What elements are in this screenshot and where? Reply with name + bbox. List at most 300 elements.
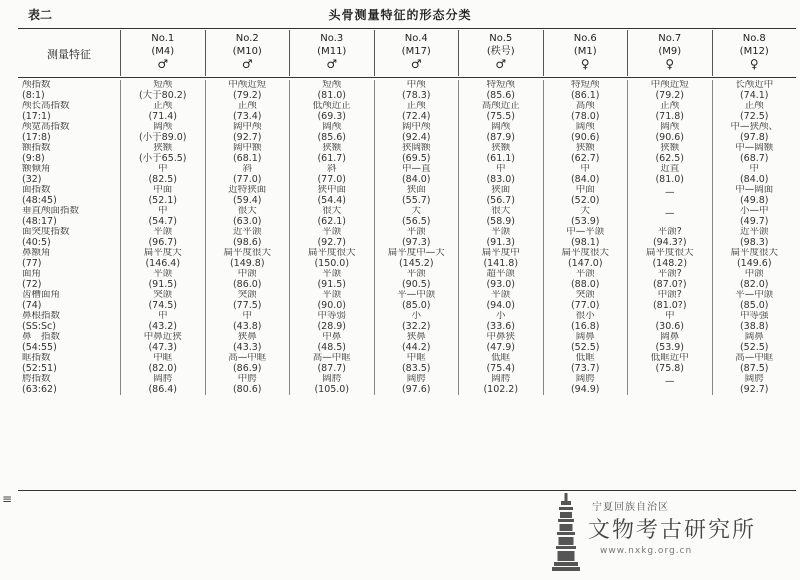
header-id: (M17)	[401, 46, 431, 57]
value-text: (98.6)	[232, 236, 262, 248]
value-text: (47.3)	[148, 341, 178, 353]
value-text: (92.7)	[739, 383, 769, 395]
value-cell	[289, 101, 374, 122]
value-text: (75.5)	[486, 110, 516, 122]
header-column-6	[543, 30, 628, 76]
value-cell	[627, 248, 712, 269]
value-text: (90.6)	[655, 131, 685, 143]
value-cell	[289, 227, 374, 248]
value-text: (79.2)	[232, 89, 262, 101]
value-cell	[289, 185, 374, 206]
category-text: 狭额	[322, 143, 342, 153]
value-text: (97.6)	[401, 383, 431, 395]
category-text: 阔腭	[322, 374, 342, 384]
value-cell	[289, 164, 374, 185]
category-text: 阔鼻	[575, 332, 595, 342]
category-text: 扁平度大	[143, 248, 182, 258]
category-text: 中鼻狭	[486, 332, 515, 342]
category-text: 小	[411, 311, 421, 321]
feature-code: (40:5)	[22, 236, 51, 248]
table-row	[18, 332, 796, 353]
value-cell	[543, 290, 628, 311]
value-cell	[543, 374, 628, 395]
category-text: 中	[157, 311, 168, 321]
value-text: (146.4)	[145, 257, 181, 269]
header-id: (M11)	[317, 46, 347, 57]
value-text: (75.4)	[486, 362, 516, 374]
category-text: 中	[157, 206, 168, 216]
category-text: 中	[242, 311, 252, 321]
category-text: 突颌	[575, 290, 595, 300]
value-cell	[627, 206, 712, 227]
value-cell	[374, 269, 459, 290]
value-text: (38.8)	[739, 320, 769, 332]
header-id: (M10)	[232, 46, 262, 57]
category-text: 高颅近正	[481, 101, 520, 111]
value-text: (148.2)	[652, 257, 688, 269]
side-mark: ≡	[2, 492, 13, 506]
category-text: 平颌?	[657, 269, 682, 279]
value-text: (149.8)	[229, 257, 265, 269]
value-cell	[712, 311, 797, 332]
feature-cell	[18, 206, 120, 227]
feature-cell	[18, 101, 120, 122]
category-text: 斜	[326, 164, 337, 174]
value-text: (73.7)	[570, 362, 600, 374]
value-cell	[627, 185, 712, 206]
feature-name: 颅长高指数	[22, 101, 70, 111]
value-cell	[543, 185, 628, 206]
value-cell	[205, 290, 290, 311]
value-text: (85.6)	[317, 131, 347, 143]
header-no: No.7	[658, 33, 682, 44]
category-text: 中颅近短	[650, 80, 689, 90]
category-text: 低眶	[491, 353, 511, 363]
value-text: (92.4)	[401, 131, 431, 143]
watermark	[548, 493, 778, 573]
value-text: (52.0)	[570, 194, 600, 206]
category-text: 平颌	[406, 227, 426, 237]
value-text: (77.0)	[232, 173, 262, 185]
value-text: (74.1)	[739, 89, 769, 101]
feature-name: 额倾角	[22, 164, 51, 174]
value-cell	[543, 353, 628, 374]
feature-code: (54:55)	[22, 341, 57, 353]
category-text: 中等强	[739, 311, 769, 321]
feature-name: 额指数	[22, 143, 51, 153]
value-cell	[712, 122, 797, 143]
value-cell	[712, 374, 797, 395]
value-cell	[712, 101, 797, 122]
value-text: (16.8)	[570, 320, 600, 332]
value-cell	[120, 227, 205, 248]
category-text: 近直	[660, 164, 680, 174]
value-text: (48.5)	[317, 341, 347, 353]
table-title: 头骨测量特征的形态分类	[328, 8, 472, 22]
value-cell	[627, 332, 712, 353]
value-cell	[458, 185, 543, 206]
category-text: 阔颅	[322, 122, 342, 132]
value-cell	[289, 80, 374, 101]
category-text: 阔颅	[660, 122, 680, 132]
feature-name: 眶指数	[22, 353, 51, 363]
value-text: (72.5)	[739, 110, 769, 122]
header-column-7	[627, 30, 712, 76]
value-text: (54.7)	[148, 215, 178, 227]
value-text: (98.3)	[739, 236, 769, 248]
category-text: —	[665, 376, 675, 387]
value-text: (149.6)	[736, 257, 772, 269]
value-cell	[627, 227, 712, 248]
value-cell	[205, 101, 290, 122]
value-text: (82.0)	[148, 362, 178, 374]
feature-name: 颅宽高指数	[22, 122, 70, 132]
category-text: 狭额	[153, 143, 173, 153]
value-cell	[458, 164, 543, 185]
value-text: (92.7)	[317, 236, 347, 248]
header-sex: ♂	[326, 57, 338, 71]
category-text: 平颌?	[657, 227, 682, 237]
value-text: (86.0)	[232, 278, 262, 290]
value-text: (28.9)	[317, 320, 347, 332]
category-text: 阔中颅	[401, 122, 431, 132]
value-text: (81.0)	[317, 89, 347, 101]
value-text: (53.9)	[655, 341, 685, 353]
value-text: (80.6)	[232, 383, 262, 395]
table-row	[18, 374, 796, 395]
value-cell	[374, 122, 459, 143]
feature-code: (17:8)	[22, 131, 51, 143]
value-cell	[458, 80, 543, 101]
value-cell	[374, 374, 459, 395]
feature-cell	[18, 143, 120, 164]
category-text: 低颅近正	[312, 101, 351, 111]
value-text: (90.5)	[401, 278, 431, 290]
value-cell	[458, 101, 543, 122]
value-text: (44.2)	[401, 341, 431, 353]
category-text: 大	[580, 206, 590, 216]
value-text: (90.6)	[570, 131, 600, 143]
value-text: (81.0)	[655, 173, 685, 185]
value-text: (102.2)	[483, 383, 519, 395]
category-text: 狭阔额	[401, 143, 431, 153]
value-text: (68.7)	[739, 152, 769, 164]
value-cell	[120, 122, 205, 143]
feature-name: 颅指数	[22, 80, 51, 90]
feature-cell	[18, 353, 120, 374]
category-text: 中—直	[401, 164, 431, 174]
feature-name: 腭指数	[22, 374, 51, 384]
category-text: 扁平度很大	[223, 248, 271, 258]
value-cell	[205, 353, 290, 374]
table-bottom-rule	[18, 490, 796, 491]
value-cell	[458, 353, 543, 374]
feature-code: (77)	[22, 257, 42, 269]
value-cell	[712, 248, 797, 269]
value-text: (78.0)	[570, 110, 600, 122]
value-cell	[627, 101, 712, 122]
value-cell	[627, 143, 712, 164]
value-text: (87.5)	[739, 362, 769, 374]
value-cell	[120, 80, 205, 101]
category-text: 平颌	[406, 269, 426, 279]
feature-cell	[18, 80, 120, 101]
table-header	[18, 30, 796, 76]
value-cell	[205, 374, 290, 395]
category-text: 平颌	[491, 227, 511, 237]
category-text: 中颌?	[657, 290, 682, 300]
value-text: (86.9)	[232, 362, 262, 374]
category-text: 平—中颌	[397, 290, 436, 300]
feature-name: 面角	[22, 269, 42, 279]
category-text: 中鼻近狭	[143, 332, 182, 342]
category-text: 阔腭	[744, 374, 764, 384]
category-text: 高—中眶	[735, 353, 774, 363]
value-text: (大于80.2)	[138, 89, 187, 101]
watermark-subtitle: 宁夏回族自治区	[592, 502, 669, 513]
value-text: (49.7)	[739, 215, 769, 227]
value-cell	[543, 101, 628, 122]
feature-code: (SS:Sc)	[22, 320, 56, 332]
value-cell	[205, 185, 290, 206]
category-text: 阔颅	[153, 122, 173, 132]
feature-name: 面突度指数	[22, 227, 70, 237]
category-text: 中颅近短	[228, 80, 267, 90]
value-text: (85.0)	[739, 299, 769, 311]
value-text: (61.1)	[486, 152, 516, 164]
feature-code: (63:62)	[22, 383, 57, 395]
value-cell	[289, 353, 374, 374]
value-cell	[543, 80, 628, 101]
feature-cell	[18, 374, 120, 395]
value-cell	[543, 164, 628, 185]
table-row	[18, 164, 796, 185]
value-cell	[543, 269, 628, 290]
category-text: 正颅	[237, 101, 257, 111]
category-text: 狭面	[491, 185, 511, 195]
header-sex: ♂	[495, 57, 507, 71]
value-cell	[289, 206, 374, 227]
category-text: 狭中面	[317, 185, 346, 195]
value-cell	[712, 353, 797, 374]
category-text: 中等弱	[317, 311, 346, 321]
feature-code: (74)	[22, 299, 42, 311]
value-cell	[458, 143, 543, 164]
value-cell	[120, 311, 205, 332]
header-sex: ♀	[580, 57, 590, 71]
header-no: No.8	[742, 33, 766, 44]
category-text: 中腭	[237, 374, 257, 384]
category-text: 中	[749, 164, 759, 174]
header-no: No.5	[489, 33, 513, 44]
category-text: 中—阔面	[735, 185, 774, 195]
category-text: 中眶	[406, 353, 426, 363]
value-cell	[458, 374, 543, 395]
value-text: (62.1)	[317, 215, 347, 227]
category-text: 阔中额	[232, 143, 262, 153]
header-column-8	[712, 30, 797, 76]
value-text: (74.5)	[148, 299, 178, 311]
feature-code: (72)	[22, 278, 42, 290]
header-id: (秩号)	[486, 46, 515, 57]
value-cell	[205, 143, 290, 164]
category-text: 小—中	[739, 206, 769, 216]
feature-code: (48:17)	[22, 215, 57, 227]
header-column-1	[120, 30, 205, 76]
value-text: (30.6)	[655, 320, 685, 332]
value-cell	[712, 332, 797, 353]
category-text: 小	[495, 311, 506, 321]
value-text: (71.8)	[655, 110, 685, 122]
category-text: 平颌	[575, 269, 595, 279]
category-text: 正颅	[406, 101, 426, 111]
value-cell	[205, 227, 290, 248]
value-text: (94.3?)	[652, 236, 687, 248]
header-no: No.6	[573, 33, 597, 44]
table-top-rule	[18, 28, 796, 29]
category-text: 中眶	[153, 353, 173, 363]
value-text: (91.5)	[148, 278, 178, 290]
value-text: (98.1)	[570, 236, 600, 248]
value-text: (81.0?)	[652, 299, 687, 311]
value-text: (56.7)	[486, 194, 516, 206]
category-text: 平颌	[153, 227, 173, 237]
watermark-url: www.nxkg.org.cn	[600, 546, 693, 556]
category-text: 低眶近中	[650, 353, 689, 363]
table-row	[18, 227, 796, 248]
table-row	[18, 290, 796, 311]
pagoda-icon	[548, 493, 584, 571]
value-text: (32.2)	[401, 320, 431, 332]
category-text: 阔腭	[406, 374, 426, 384]
table-body	[18, 80, 796, 395]
feature-cell	[18, 290, 120, 311]
value-cell	[374, 353, 459, 374]
feature-code: (17:1)	[22, 110, 51, 122]
value-cell	[205, 248, 290, 269]
value-text: (150.0)	[314, 257, 350, 269]
category-text: 短颅	[322, 80, 342, 90]
value-cell	[712, 80, 797, 101]
feature-code: (8:1)	[22, 89, 45, 101]
value-text: (69.5)	[401, 152, 431, 164]
value-cell	[289, 143, 374, 164]
category-text: 狭面	[406, 185, 426, 195]
value-cell	[120, 290, 205, 311]
value-cell	[205, 269, 290, 290]
value-text: (83.5)	[401, 362, 431, 374]
value-cell	[458, 248, 543, 269]
value-text: (62.7)	[570, 152, 600, 164]
category-text: 平颌	[322, 290, 342, 300]
value-text: (69.3)	[317, 110, 347, 122]
value-text: (94.9)	[570, 383, 600, 395]
category-text: 斜	[242, 164, 252, 174]
category-text: 扁平度中—大	[387, 248, 445, 258]
value-text: (92.7)	[232, 131, 262, 143]
value-cell	[712, 143, 797, 164]
header-no: No.2	[235, 33, 259, 44]
value-cell	[712, 185, 797, 206]
category-text: 平—中颌	[735, 290, 774, 300]
header-id: (M12)	[739, 46, 769, 57]
feature-name: 鼻额角	[22, 248, 51, 258]
value-text: (71.4)	[148, 110, 178, 122]
header-column-3	[289, 30, 374, 76]
category-text: 狭额	[660, 143, 680, 153]
value-cell	[712, 269, 797, 290]
category-text: 扁平度很大	[307, 248, 356, 258]
value-text: (52.5)	[739, 341, 769, 353]
value-text: (84.0)	[401, 173, 431, 185]
category-text: 中	[664, 311, 675, 321]
value-text: (55.7)	[401, 194, 431, 206]
category-text: —	[665, 187, 675, 198]
table-row	[18, 311, 796, 332]
value-cell	[374, 143, 459, 164]
value-cell	[627, 164, 712, 185]
value-cell	[120, 206, 205, 227]
category-text: 中颌	[744, 269, 764, 279]
category-text: 狭额	[491, 143, 511, 153]
table-row	[18, 143, 796, 164]
value-cell	[289, 374, 374, 395]
value-text: (79.2)	[655, 89, 685, 101]
value-text: (47.9)	[486, 341, 516, 353]
category-text: 阔鼻	[660, 332, 680, 342]
category-text: 扁平度很大	[730, 248, 778, 258]
category-text: 中	[580, 164, 590, 174]
feature-cell	[18, 164, 120, 185]
value-cell	[120, 185, 205, 206]
feature-cell	[18, 269, 120, 290]
value-cell	[205, 164, 290, 185]
value-cell	[120, 374, 205, 395]
value-text: (97.8)	[739, 131, 769, 143]
value-text: (77.0)	[317, 173, 347, 185]
category-text: 中面	[575, 185, 595, 195]
category-text: 正颅	[153, 101, 173, 111]
category-text: 中—平颌	[566, 227, 605, 237]
value-text: (147.0)	[567, 257, 603, 269]
feature-name: 垂直颅面指数	[22, 206, 80, 216]
value-cell	[374, 248, 459, 269]
value-cell	[374, 311, 459, 332]
value-cell	[543, 206, 628, 227]
value-cell	[627, 290, 712, 311]
value-text: (43.8)	[232, 320, 262, 332]
header-no: No.1	[151, 33, 175, 44]
value-cell	[205, 311, 290, 332]
value-cell	[374, 206, 459, 227]
value-text: (85.6)	[486, 89, 516, 101]
feature-code: (9:8)	[22, 152, 45, 164]
category-text: 近特狭面	[228, 185, 267, 195]
value-cell	[712, 290, 797, 311]
header-id: (M4)	[151, 46, 175, 57]
header-sex: ♀	[749, 57, 759, 71]
table-row	[18, 206, 796, 227]
category-text: 狭鼻	[237, 332, 257, 342]
value-text: (86.4)	[148, 383, 178, 395]
value-cell	[543, 143, 628, 164]
value-cell	[289, 290, 374, 311]
value-cell	[543, 227, 628, 248]
category-text: 平颌	[322, 269, 342, 279]
category-text: 平颌	[491, 290, 511, 300]
category-text: 阔颅	[575, 122, 595, 132]
value-cell	[627, 311, 712, 332]
